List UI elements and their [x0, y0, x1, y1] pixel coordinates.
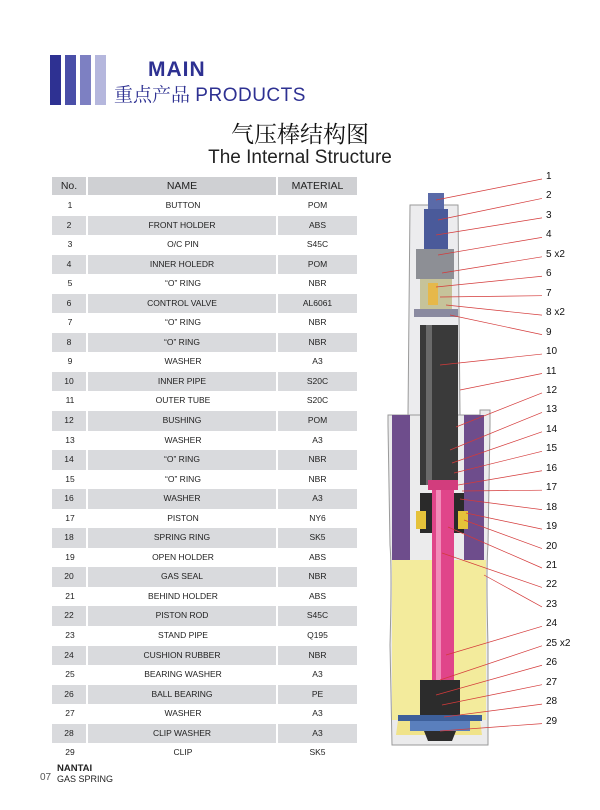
bearing-washer: [398, 715, 482, 721]
purple-pipe-left: [392, 415, 410, 560]
bar: [95, 55, 106, 105]
page-number: 07: [40, 772, 52, 783]
part-name: O/C PIN: [167, 239, 199, 250]
part-name: “O” RING: [88, 333, 278, 353]
table-row: [52, 411, 357, 431]
bottom-clip: [424, 731, 456, 741]
table-row: [52, 743, 357, 763]
part-material: NBR: [278, 450, 357, 470]
page-title-cn: 气压棒结构图: [231, 121, 369, 147]
table-row: [52, 626, 357, 646]
part-number: 1: [67, 200, 73, 210]
brand-subtitle: GAS SPRING: [57, 774, 114, 784]
part-material: POM: [278, 411, 357, 431]
table-header: [52, 177, 357, 195]
table-row: [52, 431, 357, 451]
button-top: [428, 193, 444, 209]
piston-seal-left: [416, 511, 426, 529]
leader-line: [460, 374, 542, 391]
table-row: [52, 255, 357, 275]
table-row: [52, 685, 357, 705]
table-row: [52, 352, 357, 372]
table-row: [52, 274, 357, 294]
part-number: 24: [52, 646, 88, 666]
part-name: GAS SEAL: [88, 567, 278, 587]
part-name: BUTTON: [165, 200, 201, 210]
table-row: [52, 704, 357, 724]
callout-label: 12: [546, 384, 558, 396]
part-material: A3: [278, 489, 357, 509]
part-name: WASHER: [164, 708, 202, 719]
part-number: 6: [52, 294, 88, 314]
part-number: 8: [52, 333, 88, 353]
products-cn: 重点产品: [114, 85, 191, 106]
part-material: POM: [307, 200, 328, 210]
table-row: [52, 724, 357, 744]
part-material: Q195: [307, 630, 328, 641]
part-name: “O” RING: [165, 278, 201, 289]
callout-label: 14: [546, 423, 558, 435]
part-number: 7: [67, 317, 73, 328]
callout-label: 5 x2: [546, 248, 565, 260]
part-material: NBR: [278, 333, 357, 353]
callout-label: 3: [546, 209, 552, 221]
rod-cap: [428, 480, 458, 490]
part-name: BEHIND HOLDER: [148, 590, 218, 601]
bar: [50, 55, 61, 105]
part-name: BALL BEARING: [88, 685, 278, 705]
callout-label: 26: [546, 657, 558, 669]
part-number: 9: [67, 356, 73, 367]
part-number: 3: [67, 239, 73, 250]
callout-label: 1: [546, 171, 552, 182]
part-name: “O” RING: [165, 317, 201, 328]
bar: [65, 55, 76, 105]
part-material: NBR: [278, 567, 357, 587]
callout-label: 16: [546, 462, 558, 474]
part-number: 2: [52, 216, 88, 236]
header-main: MAIN: [148, 58, 206, 81]
table-row: [52, 470, 357, 490]
part-name: PISTON: [167, 512, 199, 523]
part-number: 5: [67, 278, 73, 289]
structure-diagram: [380, 171, 600, 755]
part-number: 22: [52, 606, 88, 626]
table-row: [52, 333, 357, 353]
bar: [80, 55, 91, 105]
part-name: PISTON ROD: [88, 606, 278, 626]
page-title-en: The Internal Structure: [208, 147, 392, 168]
part-material: A3: [312, 434, 323, 445]
part-number: 13: [65, 434, 75, 445]
callout-label: 9: [546, 326, 552, 338]
part-name: INNER HOLEDR: [88, 255, 278, 275]
callout-label: 10: [546, 346, 558, 358]
part-name: INNER PIPE: [88, 372, 278, 392]
table-row: [52, 235, 357, 255]
part-name: WASHER: [164, 356, 202, 367]
part-name: OPEN HOLDER: [152, 551, 214, 562]
brand-name: NANTAI: [57, 763, 93, 774]
table-row: [52, 450, 357, 470]
part-number: 19: [65, 551, 75, 562]
part-number: 11: [65, 395, 75, 406]
part-material: POM: [278, 255, 357, 275]
inner-pipe: [420, 325, 458, 485]
callout-label: 20: [546, 540, 558, 552]
callout-label: 23: [546, 598, 558, 610]
table-row: [52, 313, 357, 333]
part-number: 21: [65, 590, 75, 601]
part-material: AL6061: [278, 294, 357, 314]
part-number: 12: [52, 411, 88, 431]
part-material: NBR: [308, 278, 327, 289]
part-name: STAND PIPE: [158, 630, 208, 641]
part-name: SPRING RING: [88, 528, 278, 548]
callout-label: 8 x2: [546, 307, 565, 319]
callout-label: 24: [546, 618, 558, 630]
table-row: [52, 509, 357, 529]
part-material: A3: [278, 724, 357, 744]
callout-label: 7: [546, 287, 552, 299]
part-number: 29: [65, 747, 75, 758]
header-no: No.: [52, 177, 86, 195]
table-row: [52, 528, 357, 548]
valve-accent: [428, 283, 438, 305]
part-number: 17: [65, 512, 75, 523]
products-en: PRODUCTS: [195, 85, 306, 106]
part-material: NY6: [309, 512, 326, 523]
part-number: 23: [65, 630, 75, 641]
table-row: [52, 391, 357, 411]
part-number: 27: [65, 708, 75, 719]
header-color-bars: [50, 55, 106, 105]
callout-label: 25 x2: [546, 637, 571, 649]
piston-seal-right: [458, 511, 468, 529]
callout-label: 2: [546, 190, 552, 202]
part-name: CUSHION RUBBER: [88, 646, 278, 666]
part-number: 14: [52, 450, 88, 470]
part-material: SK5: [309, 747, 326, 758]
callout-label: 22: [546, 579, 558, 591]
part-name: “O” RING: [88, 450, 278, 470]
table-row: [52, 567, 357, 587]
part-material: NBR: [278, 646, 357, 666]
part-number: 4: [52, 255, 88, 275]
callout-label: 18: [546, 501, 558, 513]
header-name: NAME: [88, 177, 276, 195]
part-material: ABS: [308, 590, 326, 601]
callout-label: 27: [546, 676, 558, 688]
part-name: CLIP: [173, 747, 193, 758]
table-row: [52, 294, 357, 314]
part-number: 28: [52, 724, 88, 744]
part-number: 15: [65, 473, 75, 484]
table-row: [52, 372, 357, 392]
leader-line: [456, 393, 542, 427]
part-material: S20C: [306, 395, 329, 406]
part-name: “O” RING: [165, 473, 201, 484]
table-row: [52, 646, 357, 666]
part-material: S20C: [278, 372, 357, 392]
part-name: CONTROL VALVE: [88, 294, 278, 314]
part-material: NBR: [308, 473, 327, 484]
part-material: A3: [312, 669, 323, 680]
part-number: 16: [52, 489, 88, 509]
part-number: 10: [52, 372, 88, 392]
table-row: [52, 548, 357, 568]
leader-line: [450, 315, 542, 335]
inner-pipe-highlight: [426, 325, 432, 485]
leader-line: [446, 305, 542, 315]
part-material: A3: [312, 356, 323, 367]
part-name: WASHER: [164, 434, 202, 445]
table-row: [52, 665, 357, 685]
table-row: [52, 196, 357, 216]
leader-line: [484, 575, 542, 607]
part-number: 25: [65, 669, 75, 680]
table-row: [52, 489, 357, 509]
part-name: OUTER TUBE: [155, 395, 211, 406]
table-row: [52, 216, 357, 236]
table-row: [52, 606, 357, 626]
part-material: NBR: [308, 317, 327, 328]
callout-label: 29: [546, 715, 558, 727]
table-body: [52, 196, 357, 763]
callout-label: 15: [546, 443, 558, 455]
washer-top: [414, 309, 458, 317]
footer-brand: [57, 764, 113, 784]
part-number: 26: [52, 685, 88, 705]
part-material: ABS: [278, 216, 357, 236]
part-material: S45C: [278, 606, 357, 626]
part-material: ABS: [308, 551, 326, 562]
part-material: PE: [278, 685, 357, 705]
part-material: A3: [312, 708, 323, 719]
header-material: MATERIAL: [278, 177, 357, 195]
part-number: 18: [52, 528, 88, 548]
callout-label: 13: [546, 404, 558, 416]
cushion: [420, 680, 460, 715]
header-subtitle: [114, 80, 306, 107]
leader-line: [436, 179, 542, 200]
callout-label: 28: [546, 696, 558, 708]
part-name: WASHER: [88, 489, 278, 509]
part-material: S45C: [306, 239, 329, 250]
callout-label: 19: [546, 521, 558, 533]
part-name: CLIP WASHER: [88, 724, 278, 744]
callout-label: 21: [546, 560, 558, 571]
part-number: 20: [52, 567, 88, 587]
part-name: BUSHING: [88, 411, 278, 431]
parts-table: [52, 177, 357, 763]
part-name: FRONT HOLDER: [88, 216, 278, 236]
part-name: BEARING WASHER: [144, 669, 222, 680]
callout-label: 17: [546, 482, 558, 494]
callout-label: 11: [546, 365, 557, 377]
gas-spring-drawing: [380, 175, 600, 755]
callout-label: 4: [546, 229, 552, 241]
button-body: [424, 209, 448, 249]
table-row: [52, 587, 357, 607]
part-material: SK5: [278, 528, 357, 548]
callout-label: 6: [546, 268, 552, 280]
